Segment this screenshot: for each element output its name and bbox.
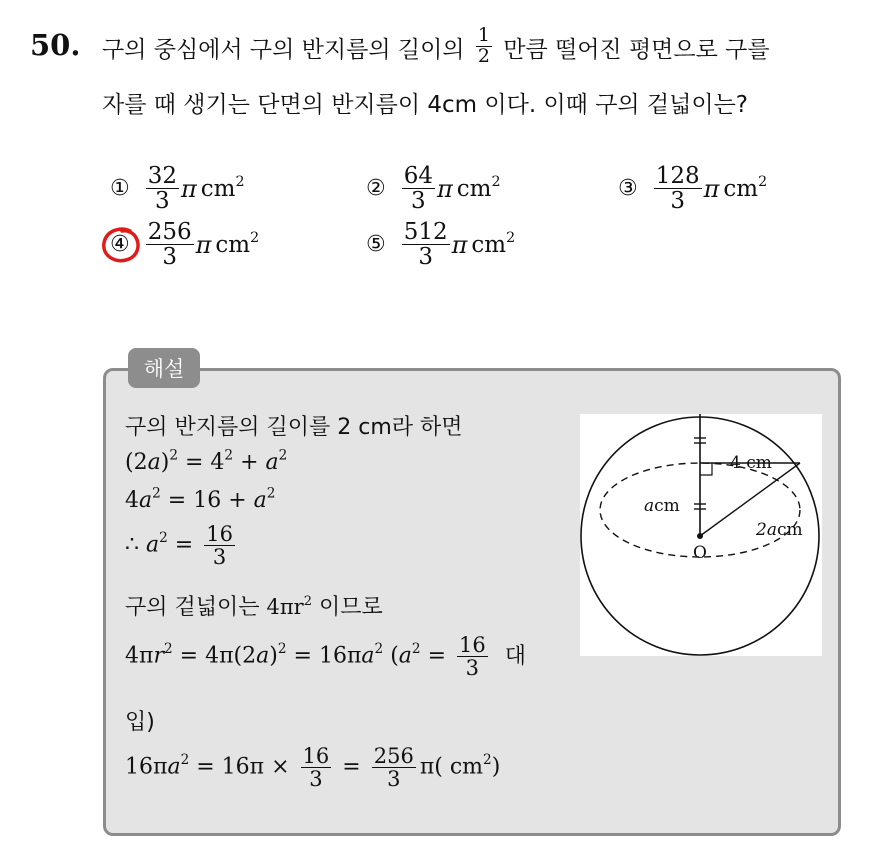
- solution-line-8-fraction-2: $\frac{256}{3}$: [373, 744, 414, 792]
- solution-line-6-fraction: $\frac{16}{3}$: [459, 633, 486, 681]
- choice-2-num: 64: [403, 163, 434, 189]
- choice-5-mark: ⑤: [366, 232, 386, 258]
- question-text-b: 만큼 떨어진 평면으로 구를: [503, 36, 770, 63]
- solution-line-8: $16\pi a^2 = 16\pi$ × $\frac{16}{3}$ = $\frac{256}{3}$ π( $cm^2$): [125, 744, 501, 792]
- choice-1-unit: $cm^2$: [200, 173, 245, 202]
- choice-5-pi: π: [451, 230, 468, 259]
- choice-1-fraction: [146, 164, 179, 213]
- right-angle-mark: [700, 463, 712, 475]
- choice-4-num: 256: [147, 219, 192, 245]
- solution-line-4-fraction: $\frac{16}{3}$: [206, 522, 233, 570]
- choice-2-fraction: [402, 164, 435, 213]
- choice-1-pi: π: [181, 174, 197, 203]
- question-fraction: [476, 26, 492, 67]
- choice-3-num: 128: [655, 163, 700, 189]
- solution-line-7: 입): [125, 710, 155, 735]
- center-point: [697, 533, 703, 539]
- choice-3-fraction: [654, 164, 702, 213]
- solution-tag: 해설: [128, 348, 200, 388]
- choice-4-unit: $cm^2$: [215, 229, 260, 258]
- question-fraction-den: 2: [477, 44, 490, 67]
- choice-2-den: 3: [411, 188, 426, 215]
- solution-line-3: $4a^2 = 16 + a^2$: [125, 485, 276, 513]
- solution-line-2: $(2a)^2 = 4^2 + a^2$: [125, 447, 288, 475]
- choice-4-den: 3: [162, 244, 177, 271]
- choice-3-den: 3: [670, 188, 685, 215]
- solution-line-6: $4\pi r^2 = 4\pi(2a)^2 = 16\pi a^2$ ($a^2$ = $\frac{16}{3}$ 대: [125, 633, 526, 681]
- choice-5-unit: $cm^2$: [471, 229, 516, 258]
- question-line-1: [102, 24, 770, 71]
- choice-1-num: 32: [147, 163, 178, 189]
- choice-4-fraction: [146, 220, 194, 269]
- label-2a-cm: 2acm: [756, 520, 803, 540]
- label-4cm: 4 cm: [730, 453, 772, 473]
- choice-5[interactable]: [366, 220, 515, 269]
- choice-1-mark: ①: [110, 176, 130, 202]
- choice-5-num: 512: [403, 219, 448, 245]
- choice-1[interactable]: [110, 164, 245, 213]
- label-a-cm: acm: [644, 496, 680, 516]
- question-fraction-num: 1: [477, 24, 490, 46]
- choice-4-pi: π: [195, 230, 212, 259]
- choice-3-unit: $cm^2$: [723, 173, 768, 202]
- choice-3[interactable]: [618, 164, 767, 213]
- question-line-2: 자를 때 생기는 단면의 반지름이 4cm 이다. 이때 구의 겉넓이는?: [102, 92, 749, 118]
- question-number: 50.: [30, 28, 81, 62]
- solution-line-5: 구의 겉넓이는 $4\pi r^2$ 이므로: [125, 593, 383, 620]
- answer-circle-mark: [100, 225, 144, 265]
- label-o: O: [693, 543, 707, 563]
- sphere-diagram: [580, 414, 822, 656]
- choice-3-pi: π: [703, 174, 720, 203]
- choice-2-mark: ②: [366, 176, 386, 202]
- solution-line-8-fraction-1: $\frac{16}{3}$: [302, 744, 330, 792]
- choice-2-pi: π: [437, 174, 453, 203]
- solution-line-4: ∴ $a^2$ = $\frac{16}{3}$: [125, 522, 233, 570]
- solution-line-1: 구의 반지름의 길이를 2 cm라 하면: [125, 415, 463, 440]
- choice-3-mark: ③: [618, 176, 638, 202]
- choice-1-den: 3: [155, 188, 170, 215]
- choice-2-unit: $cm^2$: [456, 173, 501, 202]
- choice-5-fraction: [402, 220, 450, 269]
- choice-2[interactable]: [366, 164, 501, 213]
- choice-4-mark: ④: [110, 232, 130, 258]
- choice-5-den: 3: [418, 244, 433, 271]
- question-text-a: 구의 중심에서 구의 반지름의 길이의: [102, 36, 465, 63]
